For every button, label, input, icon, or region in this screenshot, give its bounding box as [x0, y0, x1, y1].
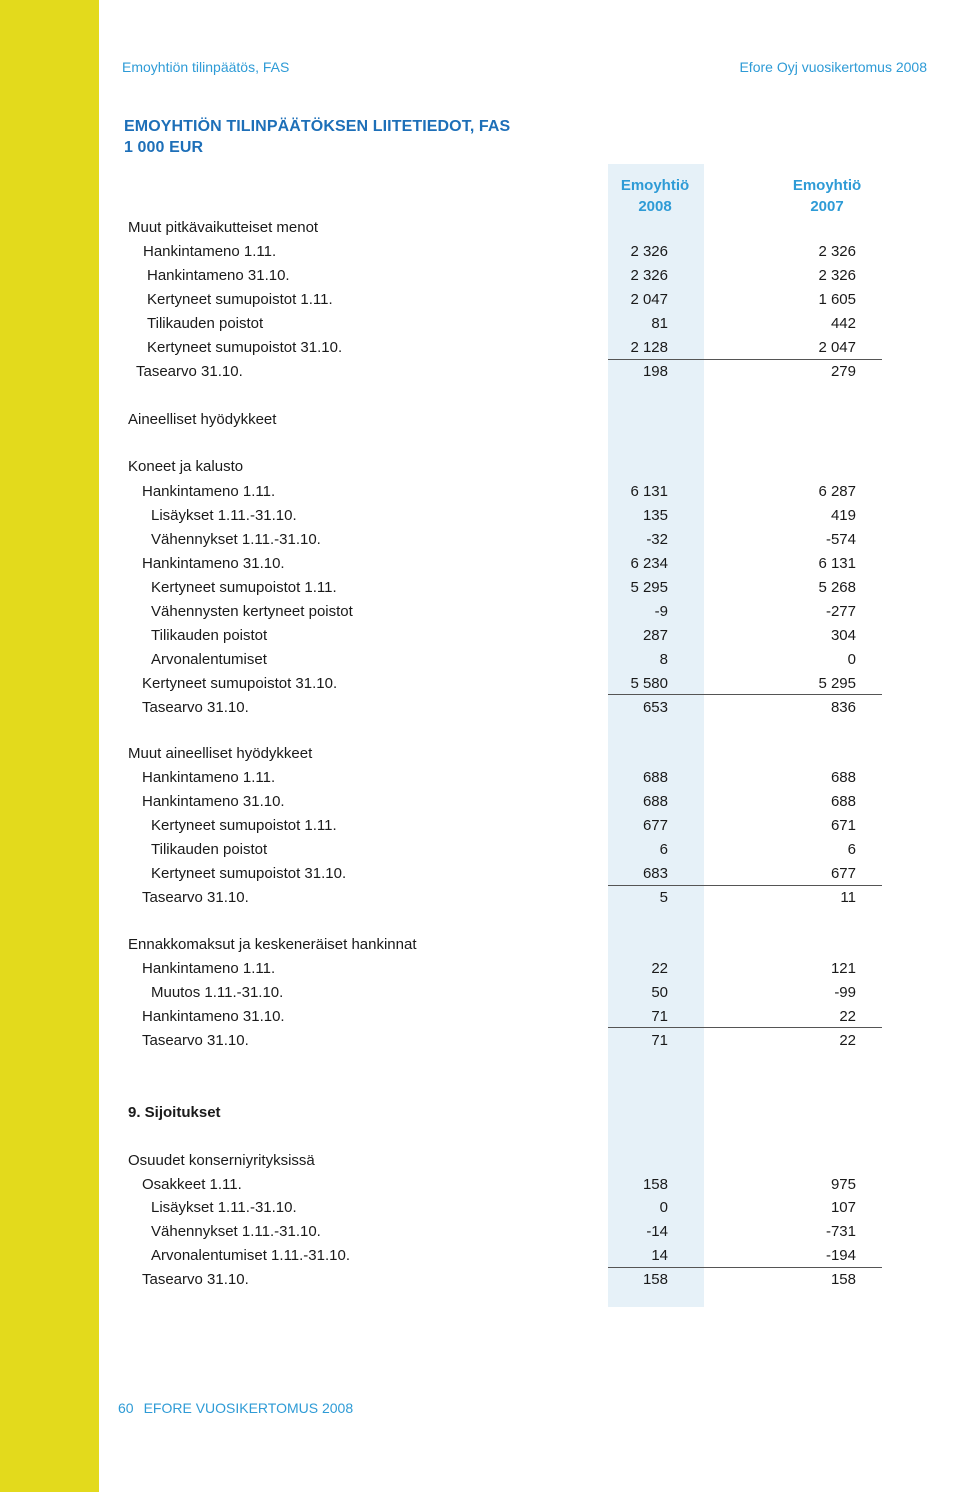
- row-label: Lisäykset 1.11.-31.10.: [151, 1199, 297, 1216]
- column-name: Emoyhtiö: [792, 177, 862, 194]
- value-2007: 419: [830, 507, 856, 524]
- value-2007: 836: [830, 699, 856, 716]
- value-2008: 5: [659, 889, 668, 906]
- value-2008: 8: [659, 651, 668, 668]
- row-label: Kertyneet sumupoistot 1.11.: [151, 579, 337, 596]
- table-row: [0, 957, 960, 981]
- value-2007: -277: [825, 603, 856, 620]
- table-row: [0, 1268, 960, 1292]
- value-2007: 6 287: [818, 483, 856, 500]
- page-footer: [118, 1400, 353, 1416]
- table-row: [0, 766, 960, 790]
- value-2007: 5 268: [818, 579, 856, 596]
- value-2007: 975: [830, 1176, 856, 1193]
- value-2008: 2 047: [630, 291, 668, 308]
- row-label: Kertyneet sumupoistot 31.10.: [151, 865, 347, 882]
- column-header-2007: [782, 175, 872, 217]
- subtotal-rule: [608, 1027, 882, 1028]
- subsection-heading: [0, 742, 960, 766]
- row-label: Tilikauden poistot: [151, 627, 268, 644]
- value-2007: 121: [830, 960, 856, 977]
- value-2008: 2 326: [630, 267, 668, 284]
- section-header: Emoyhtiön tilinpäätös, FAS: [122, 59, 290, 75]
- value-2007: 688: [830, 769, 856, 786]
- subtotal-rule: [608, 694, 882, 695]
- value-2007: 22: [839, 1008, 856, 1025]
- value-2008: 198: [642, 363, 668, 380]
- section-heading: [0, 1101, 960, 1125]
- row-label: Muut aineelliset hyödykkeet: [128, 745, 313, 762]
- value-2008: 2 128: [630, 339, 668, 356]
- row-label: Muutos 1.11.-31.10.: [151, 984, 284, 1001]
- page-title: [124, 116, 510, 158]
- row-label: Hankintameno 1.11.: [142, 960, 276, 977]
- value-2008: -32: [646, 531, 668, 548]
- table-row: [0, 1220, 960, 1244]
- table-row: [0, 600, 960, 624]
- value-2007: 2 326: [818, 267, 856, 284]
- table-row: [0, 336, 960, 360]
- value-2007: 688: [830, 793, 856, 810]
- value-2007: 304: [830, 627, 856, 644]
- table-row: [0, 1005, 960, 1029]
- subsection-heading: [0, 455, 960, 479]
- section-heading: [0, 408, 960, 432]
- value-2007: 2 047: [818, 339, 856, 356]
- value-2008: 158: [642, 1271, 668, 1288]
- value-2008: 71: [651, 1008, 668, 1025]
- row-label: Tilikauden poistot: [147, 315, 264, 332]
- table-row: [0, 838, 960, 862]
- row-label: Tasearvo 31.10.: [142, 889, 249, 906]
- table-row: [0, 790, 960, 814]
- row-label: Vähennykset 1.11.-31.10.: [151, 1223, 321, 1240]
- table-row: [0, 1173, 960, 1197]
- table-row: [0, 696, 960, 720]
- title-line-2: 1 000 EUR: [124, 139, 204, 156]
- table-row: [0, 648, 960, 672]
- row-label: Aineelliset hyödykkeet: [128, 411, 277, 428]
- subsection-heading: [0, 933, 960, 957]
- value-2008: 677: [642, 817, 668, 834]
- value-2007: 1 605: [818, 291, 856, 308]
- table-row: [0, 288, 960, 312]
- value-2008: 6 131: [630, 483, 668, 500]
- value-2008: 287: [642, 627, 668, 644]
- footer-text: EFORE VUOSIKERTOMUS 2008: [143, 1400, 354, 1416]
- table-row: [0, 480, 960, 504]
- value-2008: 688: [642, 793, 668, 810]
- table-row: [0, 552, 960, 576]
- value-2008: -9: [654, 603, 668, 620]
- value-2008: 688: [642, 769, 668, 786]
- value-2008: 683: [642, 865, 668, 882]
- value-2008: 653: [642, 699, 668, 716]
- value-2007: 6: [847, 841, 856, 858]
- title-line-1: EMOYHTIÖN TILINPÄÄTÖKSEN LIITETIEDOT, FAS: [124, 118, 511, 135]
- value-2008: 6: [659, 841, 668, 858]
- column-year: 2007: [810, 198, 844, 215]
- column-name: Emoyhtiö: [620, 177, 690, 194]
- table-row: [0, 312, 960, 336]
- row-label: Hankintameno 1.11.: [143, 243, 277, 260]
- value-2008: 5 295: [630, 579, 668, 596]
- section-heading: [0, 216, 960, 240]
- row-label: Tilikauden poistot: [151, 841, 268, 858]
- row-label: Ennakkomaksut ja keskeneräiset hankinnat: [128, 936, 417, 953]
- page-number: 60: [118, 1400, 134, 1416]
- row-label: Arvonalentumiset: [151, 651, 267, 668]
- table-row: [0, 862, 960, 886]
- row-label: Vähennysten kertyneet poistot: [151, 603, 353, 620]
- row-label: Kertyneet sumupoistot 31.10.: [142, 675, 338, 692]
- table-row: [0, 528, 960, 552]
- table-row: [0, 264, 960, 288]
- value-2007: 107: [830, 1199, 856, 1216]
- value-2008: 81: [651, 315, 668, 332]
- table-row: [0, 886, 960, 910]
- value-2007: 2 326: [818, 243, 856, 260]
- row-label: Kertyneet sumupoistot 1.11.: [147, 291, 333, 308]
- column-year: 2008: [638, 198, 672, 215]
- table-row: [0, 672, 960, 696]
- value-2007: 442: [830, 315, 856, 332]
- value-2007: 158: [830, 1271, 856, 1288]
- row-label: Tasearvo 31.10.: [142, 699, 249, 716]
- value-2007: -731: [825, 1223, 856, 1240]
- row-label: Hankintameno 31.10.: [142, 1008, 285, 1025]
- table-row: [0, 576, 960, 600]
- row-label: Hankintameno 31.10.: [142, 793, 285, 810]
- row-label: Vähennykset 1.11.-31.10.: [151, 531, 321, 548]
- row-label: Tasearvo 31.10.: [142, 1032, 249, 1049]
- value-2007: 11: [840, 889, 856, 906]
- subsection-heading: [0, 1149, 960, 1173]
- value-2008: 14: [651, 1247, 668, 1264]
- table-row: [0, 1196, 960, 1220]
- value-2008: 0: [659, 1199, 668, 1216]
- row-label: 9. Sijoitukset: [128, 1104, 221, 1121]
- row-label: Arvonalentumiset 1.11.-31.10.: [151, 1247, 351, 1264]
- row-label: Hankintameno 1.11.: [142, 483, 276, 500]
- value-2008: 158: [642, 1176, 668, 1193]
- row-label: Osakkeet 1.11.: [142, 1176, 242, 1193]
- value-2008: 5 580: [630, 675, 668, 692]
- row-label: Lisäykset 1.11.-31.10.: [151, 507, 297, 524]
- row-label: Kertyneet sumupoistot 31.10.: [147, 339, 343, 356]
- table-row: [0, 981, 960, 1005]
- value-2007: -574: [825, 531, 856, 548]
- value-2007: 6 131: [818, 555, 856, 572]
- value-2007: 5 295: [818, 675, 856, 692]
- value-2008: 50: [651, 984, 668, 1001]
- table-row: [0, 1029, 960, 1053]
- row-label: Kertyneet sumupoistot 1.11.: [151, 817, 337, 834]
- value-2007: 671: [830, 817, 856, 834]
- column-header-2008: [610, 175, 700, 217]
- value-2007: 22: [839, 1032, 856, 1049]
- row-label: Tasearvo 31.10.: [136, 363, 243, 380]
- row-label: Hankintameno 1.11.: [142, 769, 276, 786]
- value-2008: 6 234: [630, 555, 668, 572]
- table-row: [0, 240, 960, 264]
- value-2008: 2 326: [630, 243, 668, 260]
- table-row: [0, 360, 960, 384]
- value-2008: 22: [651, 960, 668, 977]
- value-2008: 135: [642, 507, 668, 524]
- table-row: [0, 814, 960, 838]
- value-2008: -14: [646, 1223, 668, 1240]
- value-2007: -194: [825, 1247, 856, 1264]
- value-2007: 677: [830, 865, 856, 882]
- row-label: Koneet ja kalusto: [128, 458, 244, 475]
- value-2007: -99: [834, 984, 856, 1001]
- value-2008: 71: [651, 1032, 668, 1049]
- row-label: Osuudet konserniyrityksissä: [128, 1152, 315, 1169]
- value-2007: 0: [847, 651, 856, 668]
- row-label: Hankintameno 31.10.: [147, 267, 290, 284]
- row-label: Muut pitkävaikutteiset menot: [128, 219, 319, 236]
- table-row: [0, 504, 960, 528]
- report-header: Efore Oyj vuosikertomus 2008: [739, 59, 927, 75]
- row-label: Tasearvo 31.10.: [142, 1271, 249, 1288]
- table-row: [0, 1244, 960, 1268]
- table-row: [0, 624, 960, 648]
- row-label: Hankintameno 31.10.: [142, 555, 285, 572]
- value-2007: 279: [830, 363, 856, 380]
